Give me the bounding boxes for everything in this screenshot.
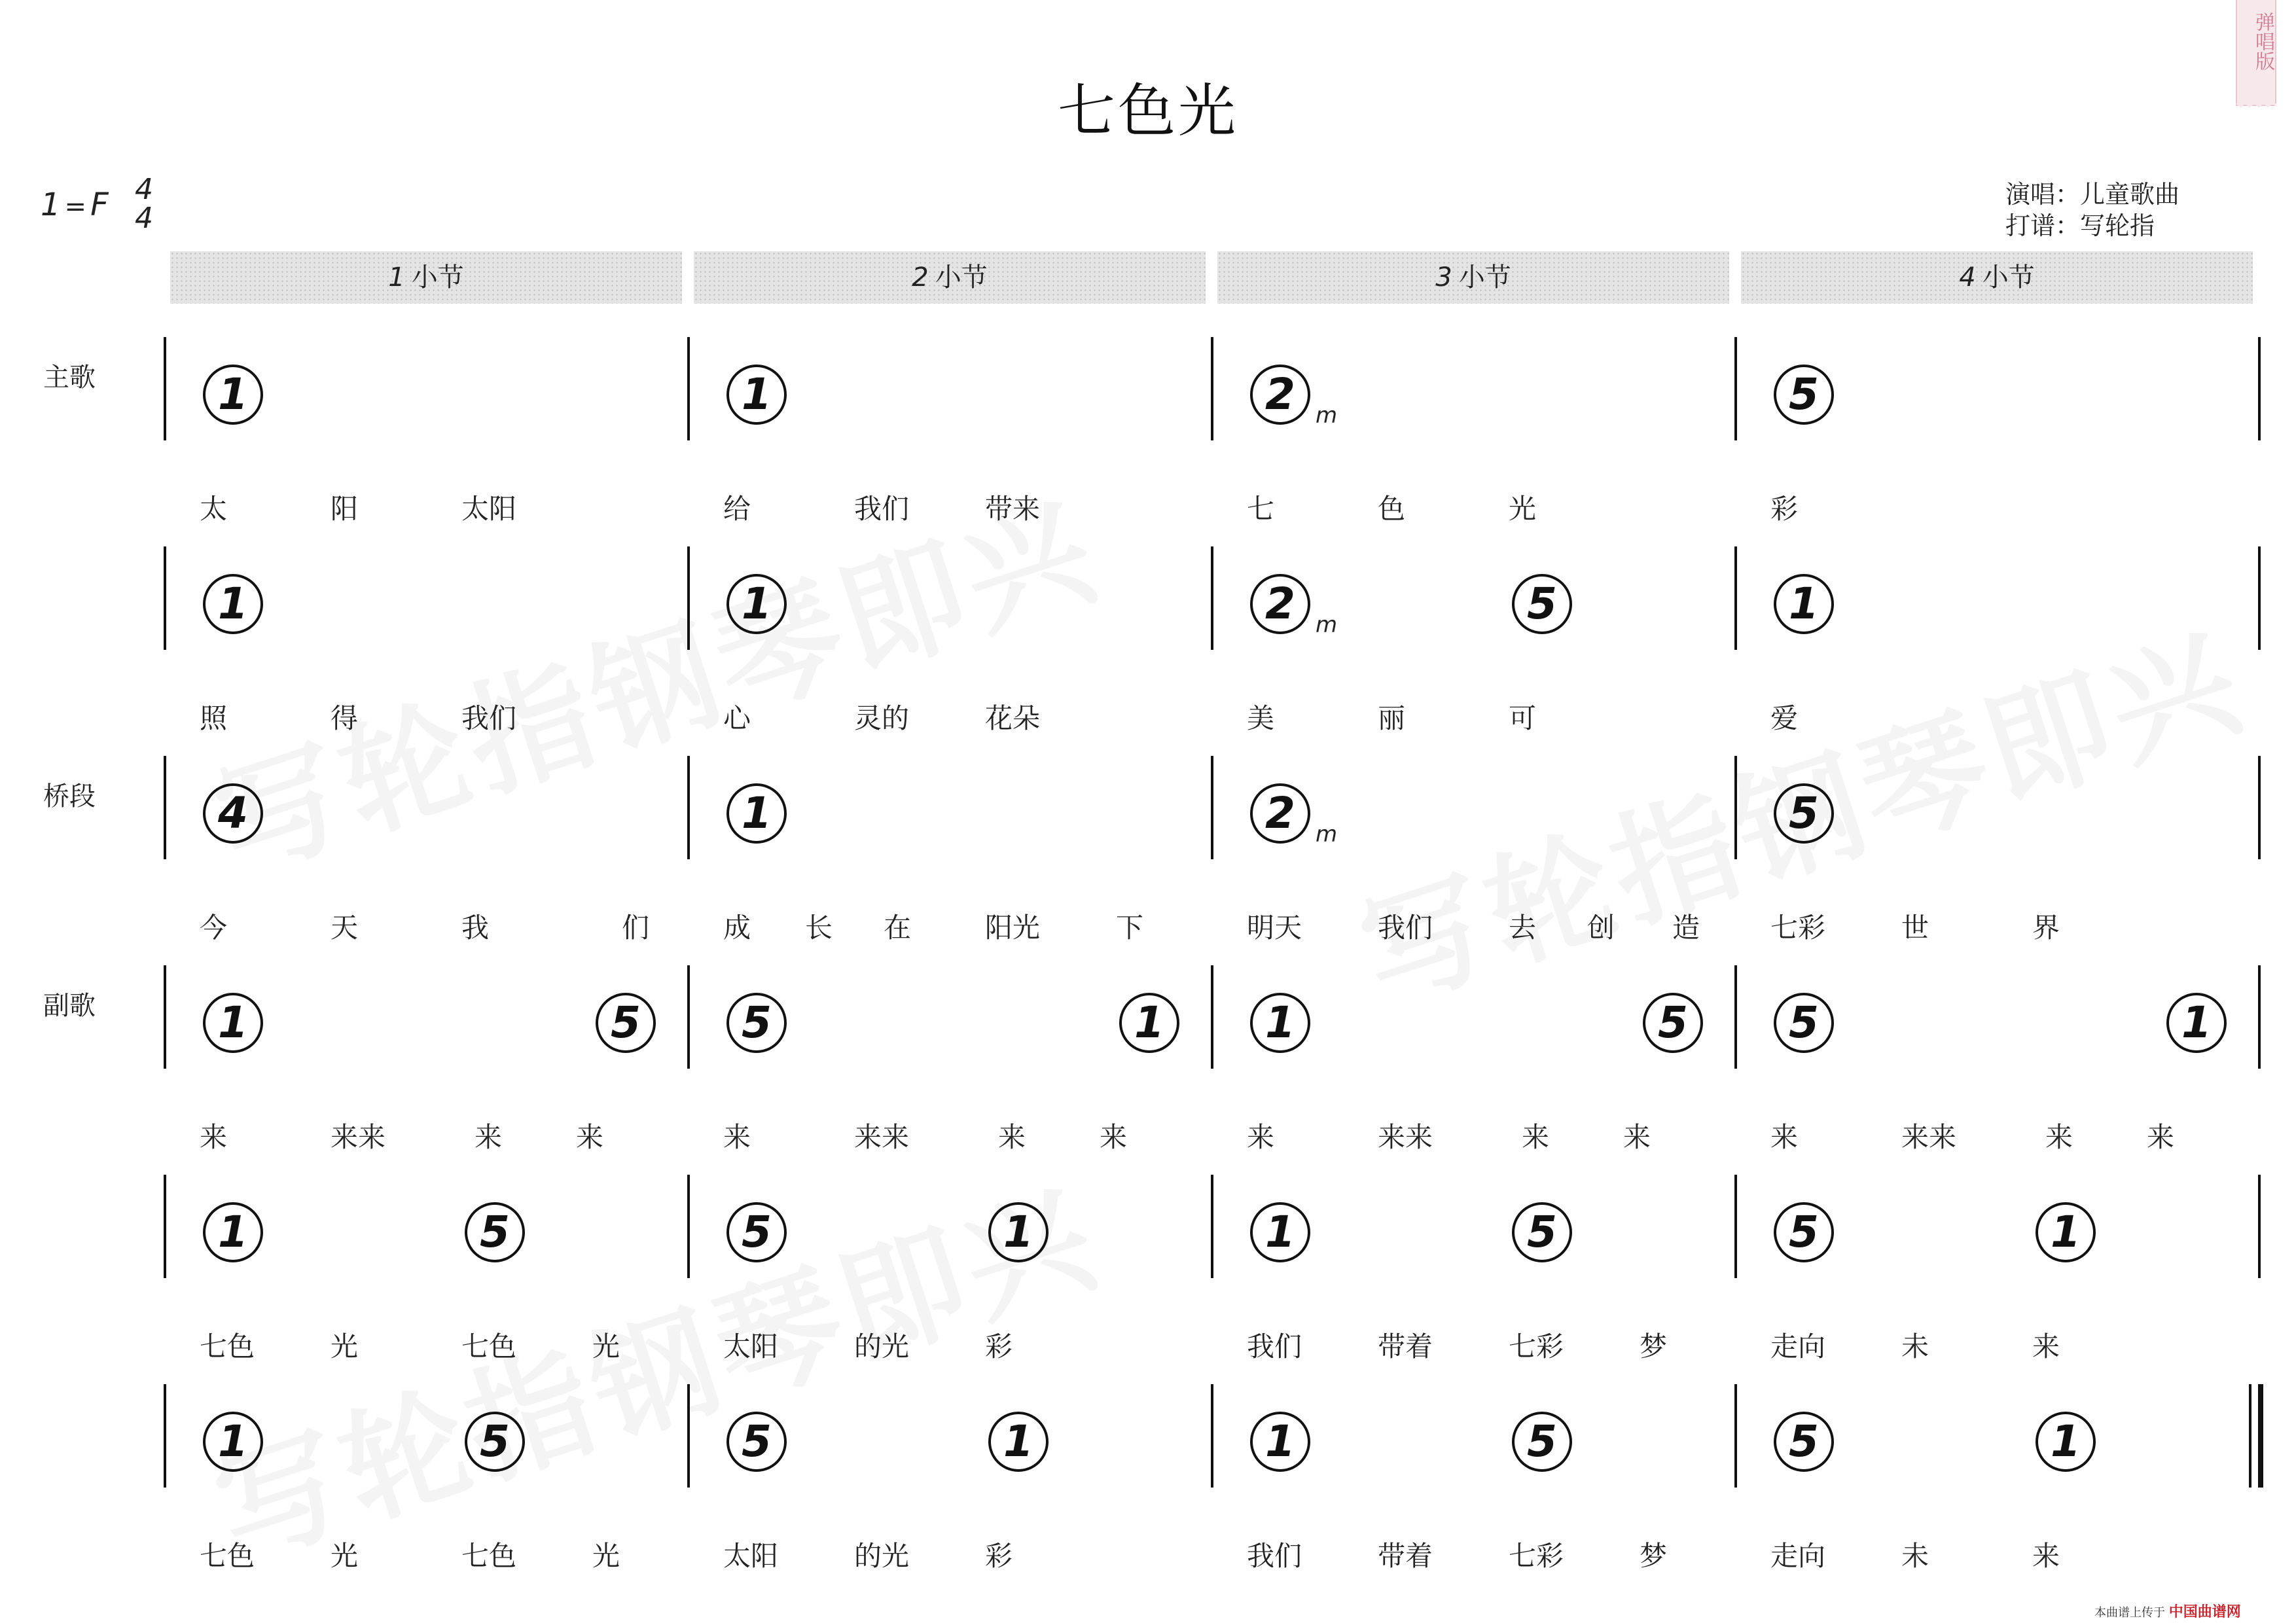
lyric-syllable: 我们: [461, 702, 517, 734]
chord-symbol: 1: [203, 574, 263, 634]
chord-symbol: 1: [2036, 1412, 2096, 1472]
lyric-syllable: 下: [1116, 912, 1144, 944]
lyric-syllable: 来来: [331, 1121, 386, 1153]
chord-symbol: 5: [1774, 1202, 1834, 1262]
measure-number: 4: [1959, 262, 1976, 293]
lyric-syllable: 来: [576, 1121, 604, 1153]
barline: [1211, 1384, 1213, 1488]
time-signature: [131, 175, 157, 233]
chord-symbol: 1: [1774, 574, 1834, 634]
section-label: 主歌: [43, 363, 96, 393]
lyric-syllable: 成: [723, 912, 751, 944]
chord-symbol: 5: [1512, 1202, 1572, 1262]
song-title: 七色光: [1057, 77, 1238, 145]
arranger-credit: 打谱：写轮指: [2005, 211, 2155, 240]
lyric-syllable: 我: [461, 912, 490, 944]
time-signature-bottom: 4: [135, 202, 153, 235]
lyric-syllable: 我们: [1247, 1330, 1302, 1363]
measure-number: 3: [1435, 262, 1452, 293]
chord-quality: m: [1316, 402, 1338, 429]
lyric-syllable: 的光: [854, 1540, 910, 1572]
lyric-syllable: 太: [200, 493, 228, 525]
lyric-syllable: 长: [805, 912, 833, 944]
lyric-syllable: 丽: [1378, 702, 1406, 734]
lyric-syllable: 今: [200, 912, 228, 944]
time-signature-top: 4: [135, 173, 153, 206]
final-barline-thin: [2249, 1384, 2251, 1488]
lyric-syllable: 彩: [985, 1330, 1013, 1363]
barline: [2258, 337, 2261, 440]
barline: [687, 965, 690, 1069]
section-label: 副歌: [43, 991, 96, 1021]
lyric-syllable: 界: [2032, 912, 2060, 944]
barline: [1211, 756, 1213, 859]
lyric-syllable: 彩: [985, 1540, 1013, 1572]
lyric-syllable: 天: [331, 912, 359, 944]
lyric-syllable: 来: [200, 1121, 228, 1153]
chord-symbol: 1: [726, 365, 787, 425]
chord-symbol: 5: [1774, 365, 1834, 425]
barline: [1211, 1175, 1213, 1278]
badge-zigzag-edge: [2236, 103, 2276, 113]
chord-symbol: 5: [596, 993, 656, 1053]
chord-symbol: 1: [203, 1202, 263, 1262]
lyric-syllable: 光: [331, 1330, 359, 1363]
lyric-syllable: 来: [1522, 1121, 1550, 1153]
lyric-syllable: 光: [1509, 493, 1537, 525]
lyric-syllable: 走向: [1770, 1540, 1826, 1572]
lyric-syllable: 来: [2032, 1330, 2060, 1363]
lyric-syllable: 来: [2147, 1121, 2175, 1153]
lyric-syllable: 来: [1247, 1121, 1275, 1153]
chord-symbol: 1: [726, 783, 787, 844]
lyric-syllable: 明天: [1247, 912, 1302, 944]
measure-header-3: [1217, 251, 1729, 304]
barline: [687, 1384, 690, 1488]
barline: [164, 1175, 166, 1278]
chord-quality: m: [1316, 821, 1338, 847]
lyric-syllable: 彩: [1770, 493, 1799, 525]
chord-symbol: 5: [1774, 783, 1834, 844]
lyric-syllable: 梦: [1640, 1330, 1668, 1363]
lyric-syllable: 我们: [1378, 912, 1433, 944]
final-barline: [2258, 1384, 2263, 1488]
lyric-syllable: 们: [622, 912, 650, 944]
lyric-syllable: 光: [592, 1540, 620, 1572]
lyric-syllable: 光: [331, 1540, 359, 1572]
lyric-syllable: 来: [1770, 1121, 1799, 1153]
measure-number: 2: [912, 262, 929, 293]
lyric-syllable: 给: [723, 493, 751, 525]
lyric-syllable: 阳: [331, 493, 359, 525]
lyric-syllable: 七色: [461, 1540, 517, 1572]
barline: [687, 756, 690, 859]
chord-symbol: 5: [1774, 993, 1834, 1053]
chord-symbol: 1: [1250, 993, 1310, 1053]
chord-symbol: 5: [465, 1412, 525, 1472]
barline: [1734, 965, 1737, 1069]
chord-symbol: 1: [2036, 1202, 2096, 1262]
barline: [1734, 1175, 1737, 1278]
lyric-syllable: 美: [1247, 702, 1275, 734]
lyric-syllable: 来: [475, 1121, 503, 1153]
lyric-syllable: 七彩: [1770, 912, 1826, 944]
barline: [1734, 546, 1737, 650]
footer-text: 本曲谱上传于: [2094, 1606, 2165, 1620]
chord-symbol: 5: [726, 1202, 787, 1262]
measure-label: 小节: [1458, 262, 1511, 293]
chord-symbol: 1: [988, 1202, 1049, 1262]
lyric-syllable: 花朵: [985, 702, 1041, 734]
key-note: F: [90, 187, 109, 223]
lyric-syllable: 七色: [200, 1540, 255, 1572]
footer-site: 中国曲谱网: [2168, 1604, 2241, 1620]
barline: [687, 1175, 690, 1278]
chord-symbol: 2: [1250, 365, 1310, 425]
lyric-syllable: 未: [1901, 1330, 1929, 1363]
measure-label: 小节: [1982, 262, 2035, 293]
lyric-syllable: 心: [723, 702, 751, 734]
chord-symbol: 1: [988, 1412, 1049, 1472]
lyric-syllable: 带着: [1378, 1330, 1433, 1363]
chord-symbol: 1: [2166, 993, 2227, 1053]
barline: [2258, 546, 2261, 650]
lyric-syllable: 我们: [1247, 1540, 1302, 1572]
lyric-syllable: 光: [592, 1330, 620, 1363]
measure-header-4: [1741, 251, 2253, 304]
lyric-syllable: 走向: [1770, 1330, 1826, 1363]
singer-credit: 演唱：儿童歌曲: [2005, 180, 2180, 209]
barline: [1211, 546, 1213, 650]
lyric-syllable: 灵的: [854, 702, 910, 734]
barline: [2258, 1175, 2261, 1278]
barline: [164, 965, 166, 1069]
barline: [1211, 337, 1213, 440]
key-equals: =: [64, 192, 87, 222]
lyric-syllable: 我们: [854, 493, 910, 525]
chord-symbol: 1: [203, 365, 263, 425]
lyric-syllable: 七: [1247, 493, 1275, 525]
section-label: 桥段: [43, 781, 96, 812]
lyric-syllable: 七色: [461, 1330, 517, 1363]
lyric-syllable: 来来: [854, 1121, 910, 1153]
lyric-syllable: 七彩: [1509, 1330, 1564, 1363]
lyric-syllable: 来: [1623, 1121, 1651, 1153]
lyric-syllable: 创: [1587, 912, 1615, 944]
chord-symbol: 1: [726, 574, 787, 634]
barline: [687, 337, 690, 440]
lyric-syllable: 未: [1901, 1540, 1929, 1572]
key-signature: [41, 187, 109, 223]
lyric-syllable: 得: [331, 702, 359, 734]
barline: [2258, 756, 2261, 859]
lyric-syllable: 来: [1100, 1121, 1128, 1153]
measure-header-2: [694, 251, 1206, 304]
lyric-syllable: 爱: [1770, 702, 1799, 734]
measure-label: 小节: [935, 262, 988, 293]
lyric-syllable: 太阳: [723, 1540, 779, 1572]
lyric-syllable: 造: [1672, 912, 1700, 944]
lyric-syllable: 色: [1378, 493, 1406, 525]
barline: [2258, 965, 2261, 1069]
lyric-syllable: 来来: [1901, 1121, 1957, 1153]
chord-symbol: 1: [203, 993, 263, 1053]
key-degree: 1: [41, 187, 61, 223]
chord-symbol: 1: [1250, 1202, 1310, 1262]
barline: [164, 756, 166, 859]
chord-symbol: 5: [1643, 993, 1703, 1053]
measure-label: 小节: [411, 262, 464, 293]
barline: [164, 546, 166, 650]
chord-symbol: 1: [1119, 993, 1179, 1053]
lyric-syllable: 来: [2032, 1540, 2060, 1572]
lyric-syllable: 来: [998, 1121, 1026, 1153]
barline: [687, 546, 690, 650]
chord-symbol: 2: [1250, 783, 1310, 844]
chord-symbol: 4: [203, 783, 263, 844]
chord-symbol: 5: [1512, 574, 1572, 634]
lyric-syllable: 在: [884, 912, 912, 944]
barline: [1734, 756, 1737, 859]
lyric-syllable: 带着: [1378, 1540, 1433, 1572]
lyric-syllable: 可: [1509, 702, 1537, 734]
lyric-syllable: 太阳: [723, 1330, 779, 1363]
measure-number: 1: [388, 262, 405, 293]
lyric-syllable: 照: [200, 702, 228, 734]
footer-source: [2094, 1601, 2241, 1621]
lyric-syllable: 世: [1901, 912, 1929, 944]
chord-symbol: 2: [1250, 574, 1310, 634]
version-badge: [2236, 0, 2276, 106]
lyric-syllable: 带来: [985, 493, 1041, 525]
barline: [1211, 965, 1213, 1069]
barline: [164, 1384, 166, 1488]
measure-header-1: [170, 251, 682, 304]
lyric-syllable: 来来: [1378, 1121, 1433, 1153]
chord-symbol: 5: [726, 1412, 787, 1472]
chord-quality: m: [1316, 612, 1338, 638]
watermark-text: [191, 1139, 1118, 1592]
chord-symbol: 5: [726, 993, 787, 1053]
lyric-syllable: 梦: [1640, 1540, 1668, 1572]
barline: [1734, 337, 1737, 440]
chord-symbol: 1: [1250, 1412, 1310, 1472]
chord-symbol: 5: [1512, 1412, 1572, 1472]
barline: [1734, 1384, 1737, 1488]
barline: [164, 337, 166, 440]
chord-symbol: 1: [203, 1412, 263, 1472]
lyric-syllable: 来: [2045, 1121, 2073, 1153]
chord-symbol: 5: [465, 1202, 525, 1262]
lyric-syllable: 太阳: [461, 493, 517, 525]
lyric-syllable: 七色: [200, 1330, 255, 1363]
version-badge-label: 弹唱版: [2251, 12, 2274, 71]
lyric-syllable: 的光: [854, 1330, 910, 1363]
chord-symbol: 5: [1774, 1412, 1834, 1472]
lyric-syllable: 七彩: [1509, 1540, 1564, 1572]
lyric-syllable: 来: [723, 1121, 751, 1153]
lyric-syllable: 去: [1509, 912, 1537, 944]
lyric-syllable: 阳光: [985, 912, 1041, 944]
